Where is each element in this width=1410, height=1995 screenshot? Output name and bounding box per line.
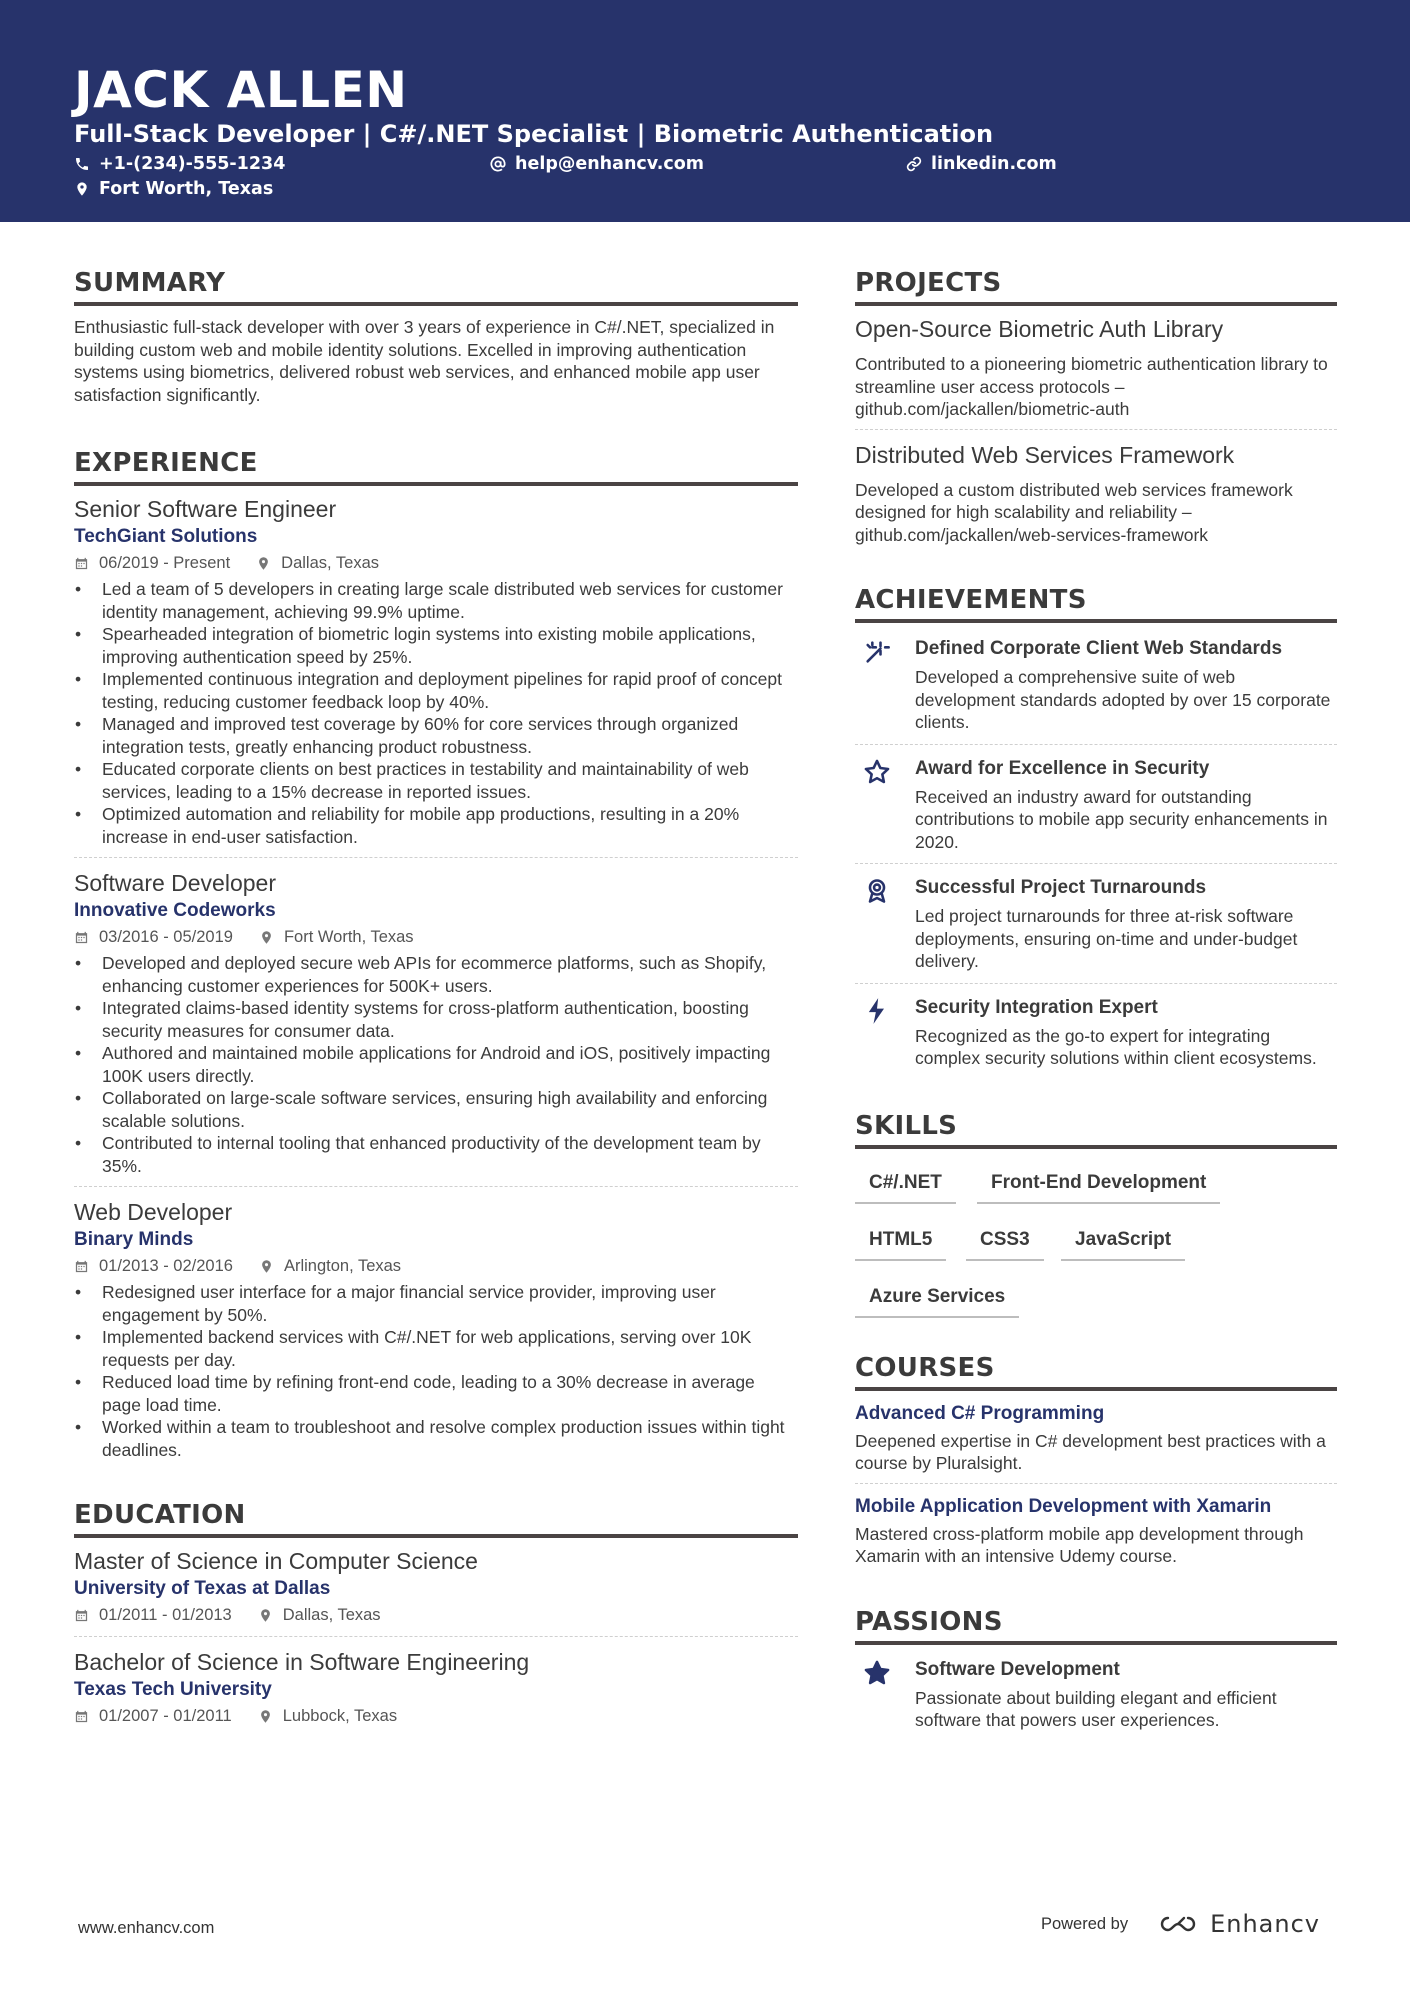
lightning-bolt-icon [863, 997, 891, 1025]
summary-text: Enthusiastic full-stack developer with over 3 years of experience in C#/.NET, specialized in building custom web and mobile identity solutions. Excelled in improving authentication systems using biometrics, delivered robust web services, and enhanced mobile app user satisfaction significantly. [74, 317, 775, 405]
left-column [74, 265, 798, 1727]
star-icon [863, 758, 891, 786]
skills-section [855, 1108, 1337, 1328]
enhancv-logo-icon [1154, 1912, 1202, 1936]
magic-wand-icon [863, 638, 891, 666]
achievement-title: Award for Excellence in Security [915, 757, 1210, 779]
education-entry [74, 1647, 798, 1727]
education-location: Lubbock, Texas [282, 1707, 398, 1725]
divider [855, 1483, 1337, 1484]
courses-section [855, 1350, 1337, 1568]
award-ribbon-icon [863, 877, 891, 905]
bullet-item: • Authored and maintained mobile applications for Android and iOS, positively impacting 100K users directly. [74, 1042, 798, 1087]
bullet-item: • Spearheaded integration of biometric login systems into existing mobile applications, improving authentication speed by 25%. [74, 623, 798, 668]
achievement-item [855, 636, 1337, 734]
job-bullets [74, 578, 798, 848]
course-desc: Deepened expertise in C# development best practices with a course by Pluralsight. [855, 1430, 1326, 1473]
location-pin-icon [259, 1259, 274, 1274]
achievement-item [855, 756, 1337, 854]
section-title-achievements: ACHIEVEMENTS [855, 582, 1337, 623]
footer-brand[interactable] [1041, 1910, 1320, 1938]
experience-entry [74, 1197, 798, 1461]
contact-email[interactable] [490, 153, 704, 175]
bullet-item: • Collaborated on large-scale software services, ensuring high availability and enforcing scalable solutions. [74, 1087, 798, 1132]
passion-item [855, 1657, 1337, 1732]
projects-section [855, 265, 1337, 546]
education-dates: 01/2011 - 01/2013 [99, 1606, 232, 1624]
candidate-name: JACK ALLEN [74, 61, 408, 119]
project-desc: Contributed to a pioneering biometric authentication library to streamline user access protocols – github.com/jackallen/biometric-auth [855, 354, 1328, 419]
job-meta [74, 552, 798, 574]
education-meta [74, 1705, 798, 1727]
skill-tag: CSS3 [966, 1227, 1044, 1261]
powered-by-text: Powered by [1040, 1914, 1129, 1933]
job-meta [74, 926, 798, 948]
achievement-title: Security Integration Expert [915, 996, 1158, 1018]
bullet-item: • Managed and improved test coverage by 60% for core services through organized integration tests, greatly enhancing product robustness. [74, 713, 798, 758]
calendar-icon [74, 1259, 89, 1274]
phone-text: +1-(234)-555-1234 [99, 154, 286, 174]
phone-icon [74, 156, 90, 172]
contact-linkedin[interactable] [906, 153, 1057, 175]
education-meta [74, 1604, 798, 1626]
achievement-title: Defined Corporate Client Web Standards [915, 638, 1283, 659]
location-pin-icon [258, 1608, 273, 1623]
skill-tag: JavaScript [1061, 1227, 1185, 1261]
achievements-section [855, 582, 1337, 1070]
course-entry [855, 1401, 1337, 1475]
project-entry [855, 314, 1337, 421]
education-dates: 01/2007 - 01/2011 [99, 1707, 232, 1725]
right-column [855, 265, 1337, 1732]
divider [855, 983, 1337, 984]
header-banner [0, 0, 1410, 222]
education-entry [74, 1546, 798, 1626]
achievement-desc: Developed a comprehensive suite of web development standards adopted by over 15 corporate clients. [915, 667, 1331, 732]
bullet-item: • Educated corporate clients on best practices in testability and maintainability of web services, leading to a 15% decrease in reported issues. [74, 758, 798, 803]
section-title-projects: PROJECTS [855, 265, 1337, 306]
job-company[interactable]: Binary Minds [74, 1229, 194, 1250]
headline: Full-Stack Developer | C#/.NET Specialist | Biometric Authentication [74, 120, 994, 148]
calendar-icon [74, 556, 89, 571]
bullet-item: • Integrated claims-based identity systems for cross-platform authentication, boosting security measures for consumer data. [74, 997, 798, 1042]
brand-name: Enhancv [1210, 1910, 1320, 1938]
education-location: Dallas, Texas [282, 1606, 381, 1624]
job-bullets [74, 1281, 798, 1461]
location-pin-icon [74, 181, 90, 197]
job-company[interactable]: Innovative Codeworks [74, 900, 276, 921]
experience-entry [74, 494, 798, 848]
achievement-desc: Led project turnarounds for three at-risk software deployments, ensuring on-time and under-budget delivery. [915, 906, 1298, 971]
contact-location [74, 178, 273, 200]
passion-title: Software Development [915, 1658, 1120, 1680]
bullet-item: • Worked within a team to troubleshoot and resolve complex production issues within tight deadlines. [74, 1416, 798, 1461]
email-text: help@enhancv.com [515, 154, 705, 174]
job-role: Web Developer [74, 1199, 233, 1225]
job-location: Arlington, Texas [283, 1257, 402, 1275]
bullet-item: • Optimized automation and reliability for mobile app productions, resulting in a 20% increase in end-user satisfaction. [74, 803, 798, 848]
summary-section [74, 265, 798, 406]
passions-section [855, 1604, 1337, 1732]
project-entry [855, 440, 1337, 547]
achievement-title: Successful Project Turnarounds [915, 877, 1207, 898]
experience-entry [74, 868, 798, 1177]
divider [855, 863, 1337, 864]
section-title-passions: PASSIONS [855, 1604, 1337, 1645]
divider [855, 744, 1337, 745]
footer-website[interactable]: www.enhancv.com [78, 1919, 215, 1937]
star-filled-icon [863, 1659, 891, 1687]
project-desc: Developed a custom distributed web services framework designed for high scalability and reliability – github.com/jackallen/web-services-framework [855, 479, 1293, 545]
project-title: Open-Source Biometric Auth Library [855, 316, 1224, 342]
location-pin-icon [256, 556, 271, 571]
school[interactable]: University of Texas at Dallas [74, 1578, 331, 1599]
section-title-skills: SKILLS [855, 1108, 1337, 1149]
link-icon [906, 156, 922, 172]
achievement-desc: Received an industry award for outstanding contributions to mobile app security enhancements in 2020. [915, 786, 1328, 852]
experience-section [74, 445, 798, 1461]
course-entry [855, 1494, 1337, 1568]
course-desc: Mastered cross-platform mobile app development through Xamarin with an intensive Udemy course. [855, 1523, 1304, 1566]
skill-tag: Azure Services [855, 1284, 1019, 1318]
section-title-summary: SUMMARY [74, 265, 798, 306]
course-title[interactable]: Mobile Application Development with Xamarin [855, 1495, 1272, 1517]
job-location: Dallas, Texas [281, 554, 379, 572]
divider [74, 1186, 798, 1187]
section-title-courses: COURSES [855, 1350, 1337, 1391]
calendar-icon [74, 1608, 89, 1623]
section-title-education: EDUCATION [74, 1497, 798, 1538]
job-role: Senior Software Engineer [74, 496, 337, 522]
job-bullets [74, 952, 798, 1177]
bullet-item: • Redesigned user interface for a major financial service provider, improving user engagement by 50%. [74, 1281, 798, 1326]
location-pin-icon [258, 1709, 273, 1724]
divider [74, 857, 798, 858]
at-sign-icon [490, 156, 506, 172]
achievement-item [855, 995, 1337, 1070]
divider [855, 429, 1337, 430]
section-title-experience: EXPERIENCE [74, 445, 798, 486]
skill-tag: Front-End Development [977, 1170, 1220, 1204]
bullet-item: • Led a team of 5 developers in creating large scale distributed web services for customer identity management, achieving 99.9% uptime. [74, 578, 798, 623]
job-dates: 03/2016 - 05/2019 [99, 928, 233, 946]
bullet-item: • Implemented backend services with C#/.NET for web applications, serving over 10K requests per day. [74, 1326, 798, 1371]
education-section [74, 1497, 798, 1727]
degree: Bachelor of Science in Software Engineering [74, 1649, 530, 1675]
bullet-item: • Reduced load time by refining front-end code, leading to a 30% decrease in average page load time. [74, 1371, 798, 1416]
job-dates: 06/2019 - Present [99, 554, 231, 572]
location-text: Fort Worth, Texas [99, 179, 274, 199]
bullet-item: • Implemented continuous integration and deployment pipelines for rapid proof of concept testing, reducing customer feedback loop by 40%. [74, 668, 798, 713]
bullet-item: • Developed and deployed secure web APIs for ecommerce platforms, such as Shopify, enhancing customer experiences for 500K+ users. [74, 952, 798, 997]
contact-phone[interactable] [74, 153, 285, 175]
skill-tag: HTML5 [855, 1227, 946, 1261]
job-location: Fort Worth, Texas [283, 928, 414, 946]
course-title[interactable]: Advanced C# Programming [855, 1402, 1105, 1424]
job-company[interactable]: TechGiant Solutions [74, 526, 258, 547]
linkedin-text: linkedin.com [931, 154, 1057, 174]
skill-tag: C#/.NET [855, 1170, 956, 1204]
job-dates: 01/2013 - 02/2016 [99, 1257, 233, 1275]
degree: Master of Science in Computer Science [74, 1548, 478, 1574]
divider [74, 1636, 798, 1637]
job-meta [74, 1255, 798, 1277]
job-role: Software Developer [74, 870, 276, 896]
achievement-item [855, 875, 1337, 973]
calendar-icon [74, 930, 89, 945]
location-pin-icon [259, 930, 274, 945]
bullet-item: • Contributed to internal tooling that enhanced productivity of the development team by 35%. [74, 1132, 798, 1177]
achievement-desc: Recognized as the go-to expert for integrating complex security solutions within client ecosystems. [915, 1025, 1317, 1068]
project-title: Distributed Web Services Framework [855, 441, 1235, 468]
calendar-icon [74, 1709, 89, 1724]
passion-desc: Passionate about building elegant and efficient software that powers user experiences. [915, 1687, 1277, 1730]
school[interactable]: Texas Tech University [74, 1679, 272, 1700]
